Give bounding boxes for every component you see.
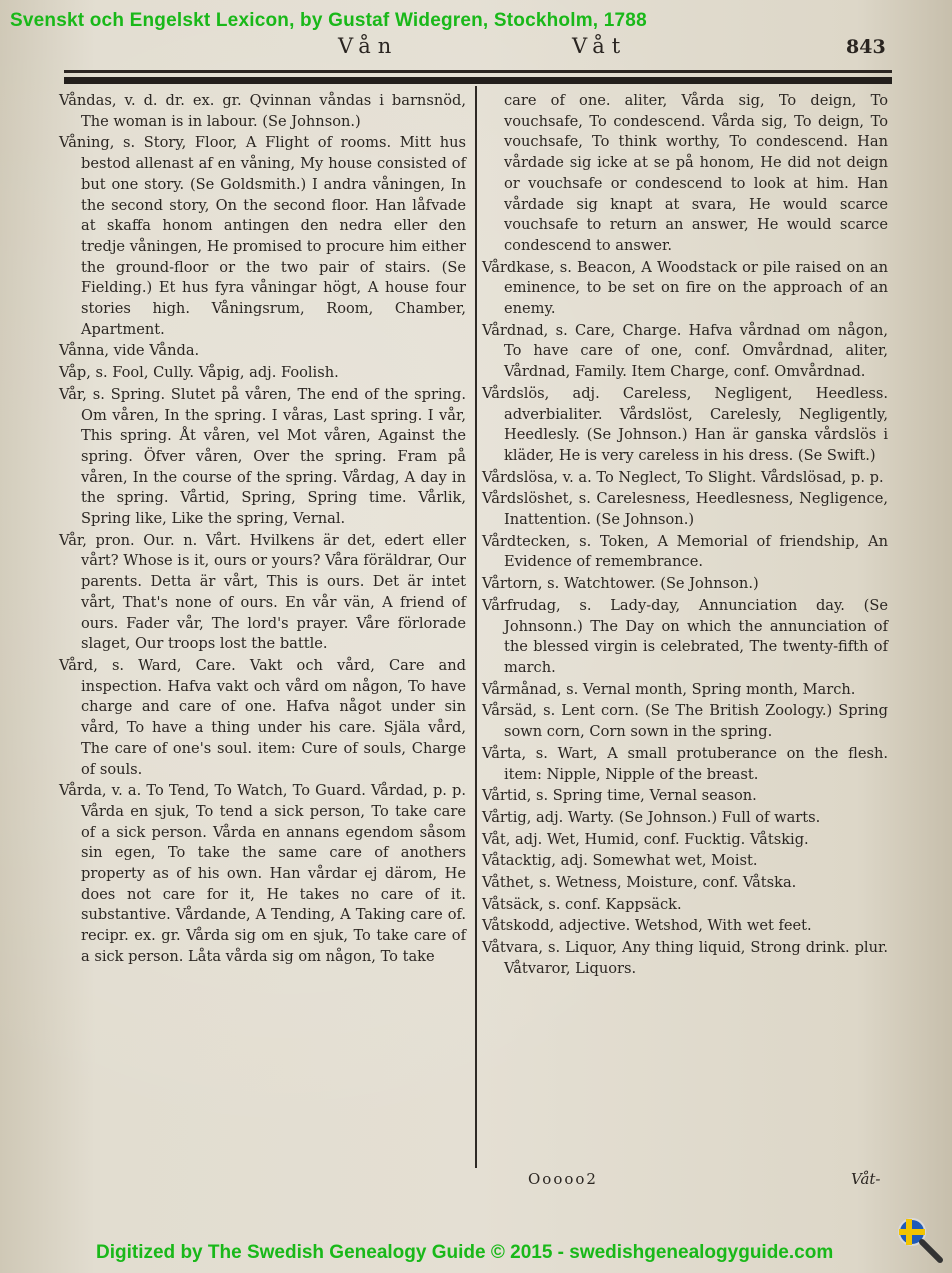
right-column xyxy=(482,91,888,981)
dictionary-entry: Vårdslös, adj. Careless, Negligent, Heedless. adverbialiter. Vårdslöst, Carelesly, Negligently, Heedlesly. (Se Johnson.) Han är ganska vårdslös i kläder, He is very careless in his dress. (Se Swift.) xyxy=(482,384,888,464)
dictionary-entry: Vårtid, s. Spring time, Vernal season. xyxy=(482,787,757,805)
dictionary-entry: Vårdtecken, s. Token, A Memorial of friendship, An Evidence of remembrance. xyxy=(482,532,888,571)
header-rule-thin xyxy=(64,70,892,73)
dictionary-entry: Vårsäd, s. Lent corn. (Se The British Zoology.) Spring sown corn, Corn sown in the spring. xyxy=(482,702,888,741)
dictionary-entry: Vår, s. Spring. Slutet på våren, The end of the spring. Om våren, In the spring. I våras, Last spring. I vår, This spring. Åt våren, vel Mot våren, Against the spring. Öfver våren, Over the spring. Fram på våren, In the course of the spring. Vårdag, A day in the spring. Vårtid, Spring, Spring time. Vårlik, Spring like, Like the spring, Vernal. xyxy=(59,385,466,528)
header-rule-thick xyxy=(64,77,892,84)
dictionary-entry: Våndas, v. d. dr. ex. gr. Qvinnan våndas i barnsnöd, The woman is in labour. (Se Johnson.) xyxy=(59,92,466,130)
swedish-flag-magnifier-icon xyxy=(896,1216,944,1264)
dictionary-entry: Vårta, s. Wart, A small protuberance on the flesh. item: Nipple, Nipple of the breast. xyxy=(482,744,888,783)
dictionary-entry: Vårtig, adj. Warty. (Se Johnson.) Full of warts. xyxy=(482,808,821,826)
running-head-left: Vån xyxy=(338,34,399,58)
dictionary-entry: Vårtorn, s. Watchtower. (Se Johnson.) xyxy=(482,575,759,593)
dictionary-entry: Vårmånad, s. Vernal month, Spring month, March. xyxy=(482,680,856,698)
dictionary-entry: Våtsäck, s. conf. Kappsäck. xyxy=(482,895,682,913)
dictionary-entry: Vår, pron. Our. n. Vårt. Hvilkens är det, edert eller vårt? Whose is it, ours or yours? Våra föräldrar, Our parents. Detta är vårt, This is ours. Det är intet vårt, That's none of ours. En vår vän, A friend of ours. Fader vår, The lord's prayer. Våre förlorade slaget, Our troops lost the battle. xyxy=(59,531,466,653)
page-number: 843 xyxy=(846,36,886,58)
dictionary-entry: Vårdslöshet, s. Carelesness, Heedlesness, Negligence, Inattention. (Se Johnson.) xyxy=(482,490,888,529)
dictionary-entry: Vårdkase, s. Beacon, A Woodstack or pile raised on an eminence, to be set on fire on the approach of an enemy. xyxy=(482,258,888,318)
left-column xyxy=(59,91,466,969)
dictionary-entry: Vånna, vide Vånda. xyxy=(59,342,200,360)
catchword: Våt- xyxy=(851,1170,881,1188)
column-divider xyxy=(475,86,477,1168)
dictionary-entry: Våtskodd, adjective. Wetshod, With wet feet. xyxy=(482,917,812,935)
dictionary-entry: Våthet, s. Wetness, Moisture, conf. Våtska. xyxy=(482,874,797,892)
dictionary-entry: Vårfrudag, s. Lady-day, Annunciation day. (Se Johnsonn.) The Day on which the annunciation of the blessed virgin is celebrated, The twenty-fifth of march. xyxy=(482,596,888,676)
dictionary-entry: Våp, s. Fool, Cully. Våpig, adj. Foolish. xyxy=(59,364,339,382)
dictionary-entry: Våt, adj. Wet, Humid, conf. Fucktig. Våtskig. xyxy=(482,830,809,848)
dictionary-entry: Våning, s. Story, Floor, A Flight of rooms. Mitt hus bestod allenast af en våning, My house consisted of but one story. (Se Goldsmith.) I andra våningen, In the second story, On the second floor. Han låfvade at skaffa honom antingen den nedra eller den tredje våningen, He promised to procure him either the ground-floor or the two pair of stairs. (Se Fielding.) Et hus fyra våningar högt, A house four stories high. Våningsrum, Room, Chamber, Apartment. xyxy=(59,134,466,338)
dictionary-entry: Vårdnad, s. Care, Charge. Hafva vårdnad om någon, To have care of one, conf. Omvårdnad, aliter, Vårdnad, Family. Item Charge, conf. Omvårdnad. xyxy=(482,321,888,381)
overlay-title: Svenskt och Engelskt Lexicon, by Gustaf Widegren, Stockholm, 1788 xyxy=(10,10,647,31)
running-head-right: Våt xyxy=(572,34,628,58)
dictionary-entry-continued: care of one. aliter, Vårda sig, To deign, To vouchsafe, To condescend. Vårda sig, To deign, To vouchsafe, To think worthy, To condescend. Han vårdade sig icke at se på honom, He did not deign or vouchsafe or condescend to look at him. Han vårdade sig knapt at svara, He would scarce vouchsafe to return an answer, He would scarce condescend to answer. xyxy=(504,92,888,254)
dictionary-entry: Vårda, v. a. To Tend, To Watch, To Guard. Vårdad, p. p. Vårda en sjuk, To tend a sick person, To take care of a sick person. Vårda en annans egendom såsom sin egen, To take the same care of anothers property as of his own. Han vårdar ej därom, He does not care for it, He takes no care of it. substantive. Vårdande, A Tending, A Taking care of. recipr. ex. gr. Vårda sig om en sjuk, To take care of a sick person. Låta vårda sig om någon, To take xyxy=(59,782,466,965)
dictionary-entry: Vård, s. Ward, Care. Vakt och vård, Care and inspection. Hafva vakt och vård om någon, To have charge and care of one. Hafva något under sin vård, To have a thing under his care. Själa vård, The care of one's soul. item: Cure of souls, Charge of souls. xyxy=(59,656,466,778)
signature-mark: Ooooo2 xyxy=(528,1170,598,1188)
dictionary-entry: Vårdslösa, v. a. To Neglect, To Slight. Vårdslösad, p. p. xyxy=(482,468,884,486)
dictionary-entry: Våtvara, s. Liquor, Any thing liquid, Strong drink. plur. Våtvaror, Liquors. xyxy=(482,939,888,977)
dictionary-entry: Våtacktig, adj. Somewhat wet, Moist. xyxy=(482,852,758,870)
digitized-footer: Digitized by The Swedish Genealogy Guide © 2015 - swedishgenealogyguide.com xyxy=(96,1242,834,1263)
